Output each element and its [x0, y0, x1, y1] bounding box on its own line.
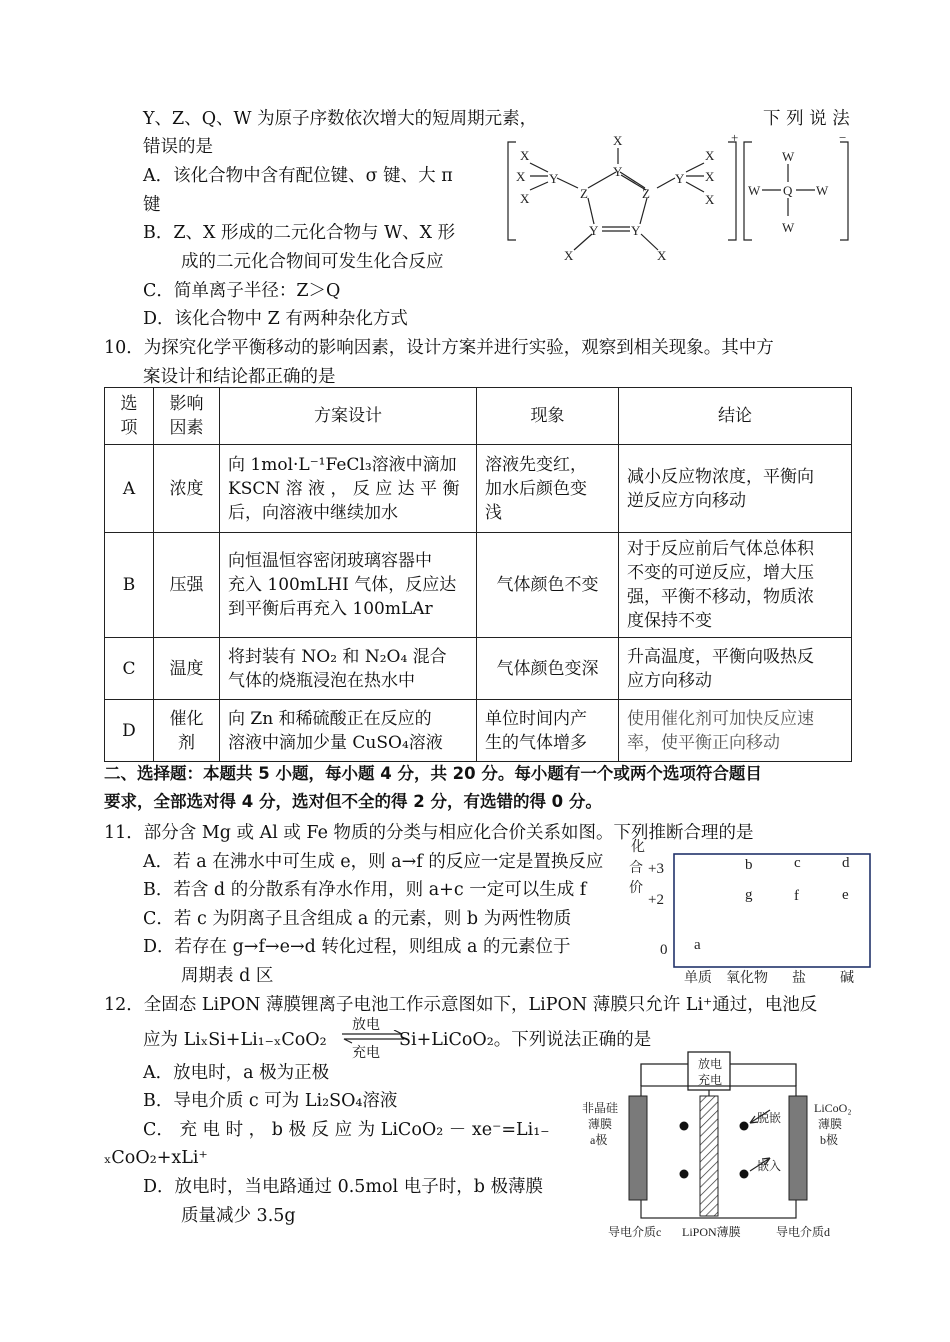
table-row: [105, 445, 852, 533]
struct-y-right: Y: [675, 171, 685, 186]
struct-w-right: W: [816, 183, 829, 198]
q9-stem-line1-end: 下 列 说 法: [763, 109, 850, 129]
q11-option-b: B．若含 d 的分散系有净水作用，则 a+c 一定可以生成 f: [143, 880, 587, 900]
q11-stem: 11．部分含 Mg 或 Al 或 Fe 物质的分类与相应化合价关系如图。下列推断合理的是: [104, 823, 754, 843]
struct-x: X: [705, 148, 715, 163]
diagram-left-2: 薄膜: [588, 1117, 613, 1131]
struct-x-bottom-right: X: [657, 248, 667, 263]
q9-structure-diagram: [500, 128, 860, 268]
diagram-deintercalation: 脱嵌: [757, 1111, 782, 1125]
chart-y-tick-3: +3: [648, 861, 664, 877]
q9-option-a-cont: 键: [143, 195, 161, 215]
q12-option-d: D．放电时，当电路通过 0.5mol 电子时，b 极薄膜: [143, 1177, 543, 1197]
struct-y-left: Y: [549, 171, 559, 186]
row-conclusion: 使用催化剂可加快反应速 率，使平衡正向移动: [619, 700, 852, 762]
row-phenomenon: 气体颜色变深: [477, 638, 619, 700]
chart-point-g: g: [745, 887, 753, 903]
q11-option-c: C．若 c 为阴离子且含组成 a 的元素，则 b 为两性物质: [143, 909, 572, 929]
struct-x: X: [705, 192, 715, 207]
diagram-left-3: a极: [590, 1133, 608, 1147]
struct-charge-plus: +: [731, 130, 739, 145]
chart-ylabel-3: 价: [629, 881, 643, 896]
row-conclusion: 减小反应物浓度，平衡向 逆反应方向移动: [619, 445, 852, 533]
table-row: [105, 700, 852, 762]
row-conclusion: 升高温度，平衡向吸热反 应方向移动: [619, 638, 852, 700]
q12-stem-line2a: 应为 LiₓSi+Li₁₋ₓCoO₂: [143, 1030, 327, 1050]
q11-valence-chart: [622, 834, 874, 986]
row-design: 将封装有 NO₂ 和 N₂O₄ 混合 气体的烧瓶浸泡在热水中: [220, 638, 477, 700]
struct-x: X: [520, 148, 530, 163]
row-factor: 催化 剂: [154, 700, 220, 762]
diagram-medium-d: 导电介质d: [776, 1225, 831, 1239]
struct-z-right: Z: [642, 186, 650, 201]
q9-stem-line2: 错误的是: [143, 137, 213, 157]
row-phenomenon: 气体颜色不变: [477, 533, 619, 638]
row-factor: 压强: [154, 533, 220, 638]
chart-x-label-1: 单质: [684, 971, 712, 986]
chart-point-a: a: [694, 937, 701, 953]
q12-stem-line1: 12．全固态 LiPON 薄膜锂离子电池工作示意图如下，LiPON 薄膜只允许 Li⁺通过，电池反: [104, 995, 818, 1015]
q11-option-a: A．若 a 在沸水中可生成 e，则 a→f 的反应一定是置换反应: [143, 852, 604, 872]
chart-x-label-4: 碱: [840, 971, 854, 986]
row-option: C: [105, 638, 154, 700]
q12-option-d-cont: 质量减少 3.5g: [181, 1206, 296, 1226]
struct-w-left: W: [748, 183, 761, 198]
q9-option-b: B．Z、X 形成的二元化合物与 W、X 形: [143, 223, 456, 243]
q9-option-a: A．该化合物中含有配位键、σ 键、大 π: [143, 166, 453, 186]
header-option: 选 项: [105, 388, 154, 445]
q12-arrow-top-label: 放电: [352, 1017, 380, 1033]
row-phenomenon: 溶液先变红， 加水后颜色变 浅: [477, 445, 619, 533]
table-header-row: [105, 388, 852, 445]
row-factor: 浓度: [154, 445, 220, 533]
struct-z-left: Z: [580, 186, 588, 201]
chart-point-e: e: [842, 887, 849, 903]
q11-option-d: D．若存在 g→f→e→d 转化过程，则组成 a 的元素位于: [143, 937, 571, 957]
diagram-right-3: b极: [820, 1133, 839, 1147]
q9-option-d: D．该化合物中 Z 有两种杂化方式: [143, 309, 408, 329]
chart-y-tick-2: +2: [648, 892, 664, 908]
diagram-left-1: 非晶硅: [582, 1101, 619, 1115]
struct-x-bottom-left: X: [564, 248, 574, 263]
struct-y-top: Y: [613, 164, 623, 179]
q12-option-b: B．导电介质 c 可为 Li₂SO₄溶液: [143, 1091, 398, 1111]
chart-x-label-2: 氧化物: [726, 971, 768, 986]
diagram-medium-c: 导电介质c: [608, 1225, 662, 1239]
struct-x: X: [705, 169, 715, 184]
diagram-discharge: 放电: [698, 1057, 723, 1071]
q11-option-d-cont: 周期表 d 区: [181, 966, 274, 986]
struct-x-top: X: [613, 133, 623, 148]
struct-w-bottom: W: [782, 220, 795, 235]
table-row: [105, 638, 852, 700]
row-option: A: [105, 445, 154, 533]
q9-stem-line1: Y、Z、Q、W 为原子序数依次增大的短周期元素，: [143, 109, 538, 129]
q9-option-c: C．简单离子半径：Z＞Q: [143, 281, 341, 301]
chart-point-c: c: [794, 855, 801, 871]
header-design: 方案设计: [220, 388, 477, 445]
q9-option-b-cont: 成的二元化合物间可发生化合反应: [181, 252, 444, 272]
chart-point-f: f: [794, 888, 799, 904]
row-phenomenon: 单位时间内产 生的气体增多: [477, 700, 619, 762]
struct-charge-minus: −: [839, 130, 847, 145]
struct-x: X: [516, 169, 526, 184]
chart-point-b: b: [745, 857, 753, 873]
diagram-intercalation: 嵌入: [757, 1159, 782, 1173]
chart-point-d: d: [842, 855, 850, 871]
section2-heading-line1: 二、选择题：本题共 5 小题，每小题 4 分，共 20 分。每小题有一个或两个选项符合题目: [104, 764, 762, 783]
diagram-lipon-label: LiPON薄膜: [682, 1225, 741, 1239]
electrode-a: [629, 1096, 647, 1200]
q12-option-c: C． 充 电 时 ， b 极 反 应 为 LiCoO₂ － xe⁻=Li₁₋: [143, 1120, 550, 1140]
header-conclusion: 结论: [619, 388, 852, 445]
row-option: D: [105, 700, 154, 762]
row-design: 向 Zn 和稀硫酸正在反应的 溶液中滴加少量 CuSO₄溶液: [220, 700, 477, 762]
q10-stem-line2: 案设计和结论都正确的是: [143, 367, 336, 387]
q10-stem-line1: 10．为探究化学平衡移动的影响因素，设计方案并进行实验，观察到相关现象。其中方: [104, 338, 774, 358]
chart-ylabel-2: 合: [629, 861, 643, 876]
struct-x: X: [520, 191, 530, 206]
row-design: 向恒温恒容密闭玻璃容器中 充入 100mLHI 气体，反应达 到平衡后再充入 100mLAr: [220, 533, 477, 638]
electrode-b: [789, 1096, 807, 1200]
lipon-membrane: [700, 1096, 718, 1216]
row-option: B: [105, 533, 154, 638]
table-row: [105, 533, 852, 638]
q12-arrow-bottom-label: 充电: [352, 1045, 380, 1061]
diagram-right-1: LiCoO₂: [814, 1101, 852, 1115]
struct-q: Q: [783, 183, 793, 198]
struct-y-bottom-left: Y: [589, 223, 599, 238]
q10-table: [104, 387, 852, 762]
row-factor: 温度: [154, 638, 220, 700]
struct-w-top: W: [782, 149, 795, 164]
q12-option-c-cont: ₓCoO₂+xLi⁺: [104, 1148, 208, 1168]
q12-battery-diagram: [574, 1050, 864, 1246]
struct-y-bottom-right: Y: [631, 223, 641, 238]
q12-option-a: A．放电时，a 极为正极: [143, 1063, 330, 1083]
header-phenomenon: 现象: [477, 388, 619, 445]
header-factor: 影响 因素: [154, 388, 220, 445]
row-conclusion: 对于反应前后气体总体积 不变的可逆反应，增大压 强，平衡不移动，物质浓 度保持不变: [619, 533, 852, 638]
chart-x-label-3: 盐: [792, 971, 806, 986]
diagram-right-2: 薄膜: [818, 1117, 843, 1131]
q12-stem-line2b: Si+LiCoO₂。下列说法正确的是: [399, 1030, 652, 1050]
chart-ylabel-1: 化: [631, 840, 645, 855]
chart-y-tick-0: 0: [660, 942, 668, 958]
row-design: 向 1mol·L⁻¹FeCl₃溶液中滴加 KSCN 溶 液 ， 反 应 达 平 衡 后，向溶液中继续加水: [220, 445, 477, 533]
diagram-charge: 充电: [698, 1073, 723, 1087]
section2-heading-line2: 要求，全部选对得 4 分，选对但不全的得 2 分，有选错的得 0 分。: [104, 792, 602, 811]
